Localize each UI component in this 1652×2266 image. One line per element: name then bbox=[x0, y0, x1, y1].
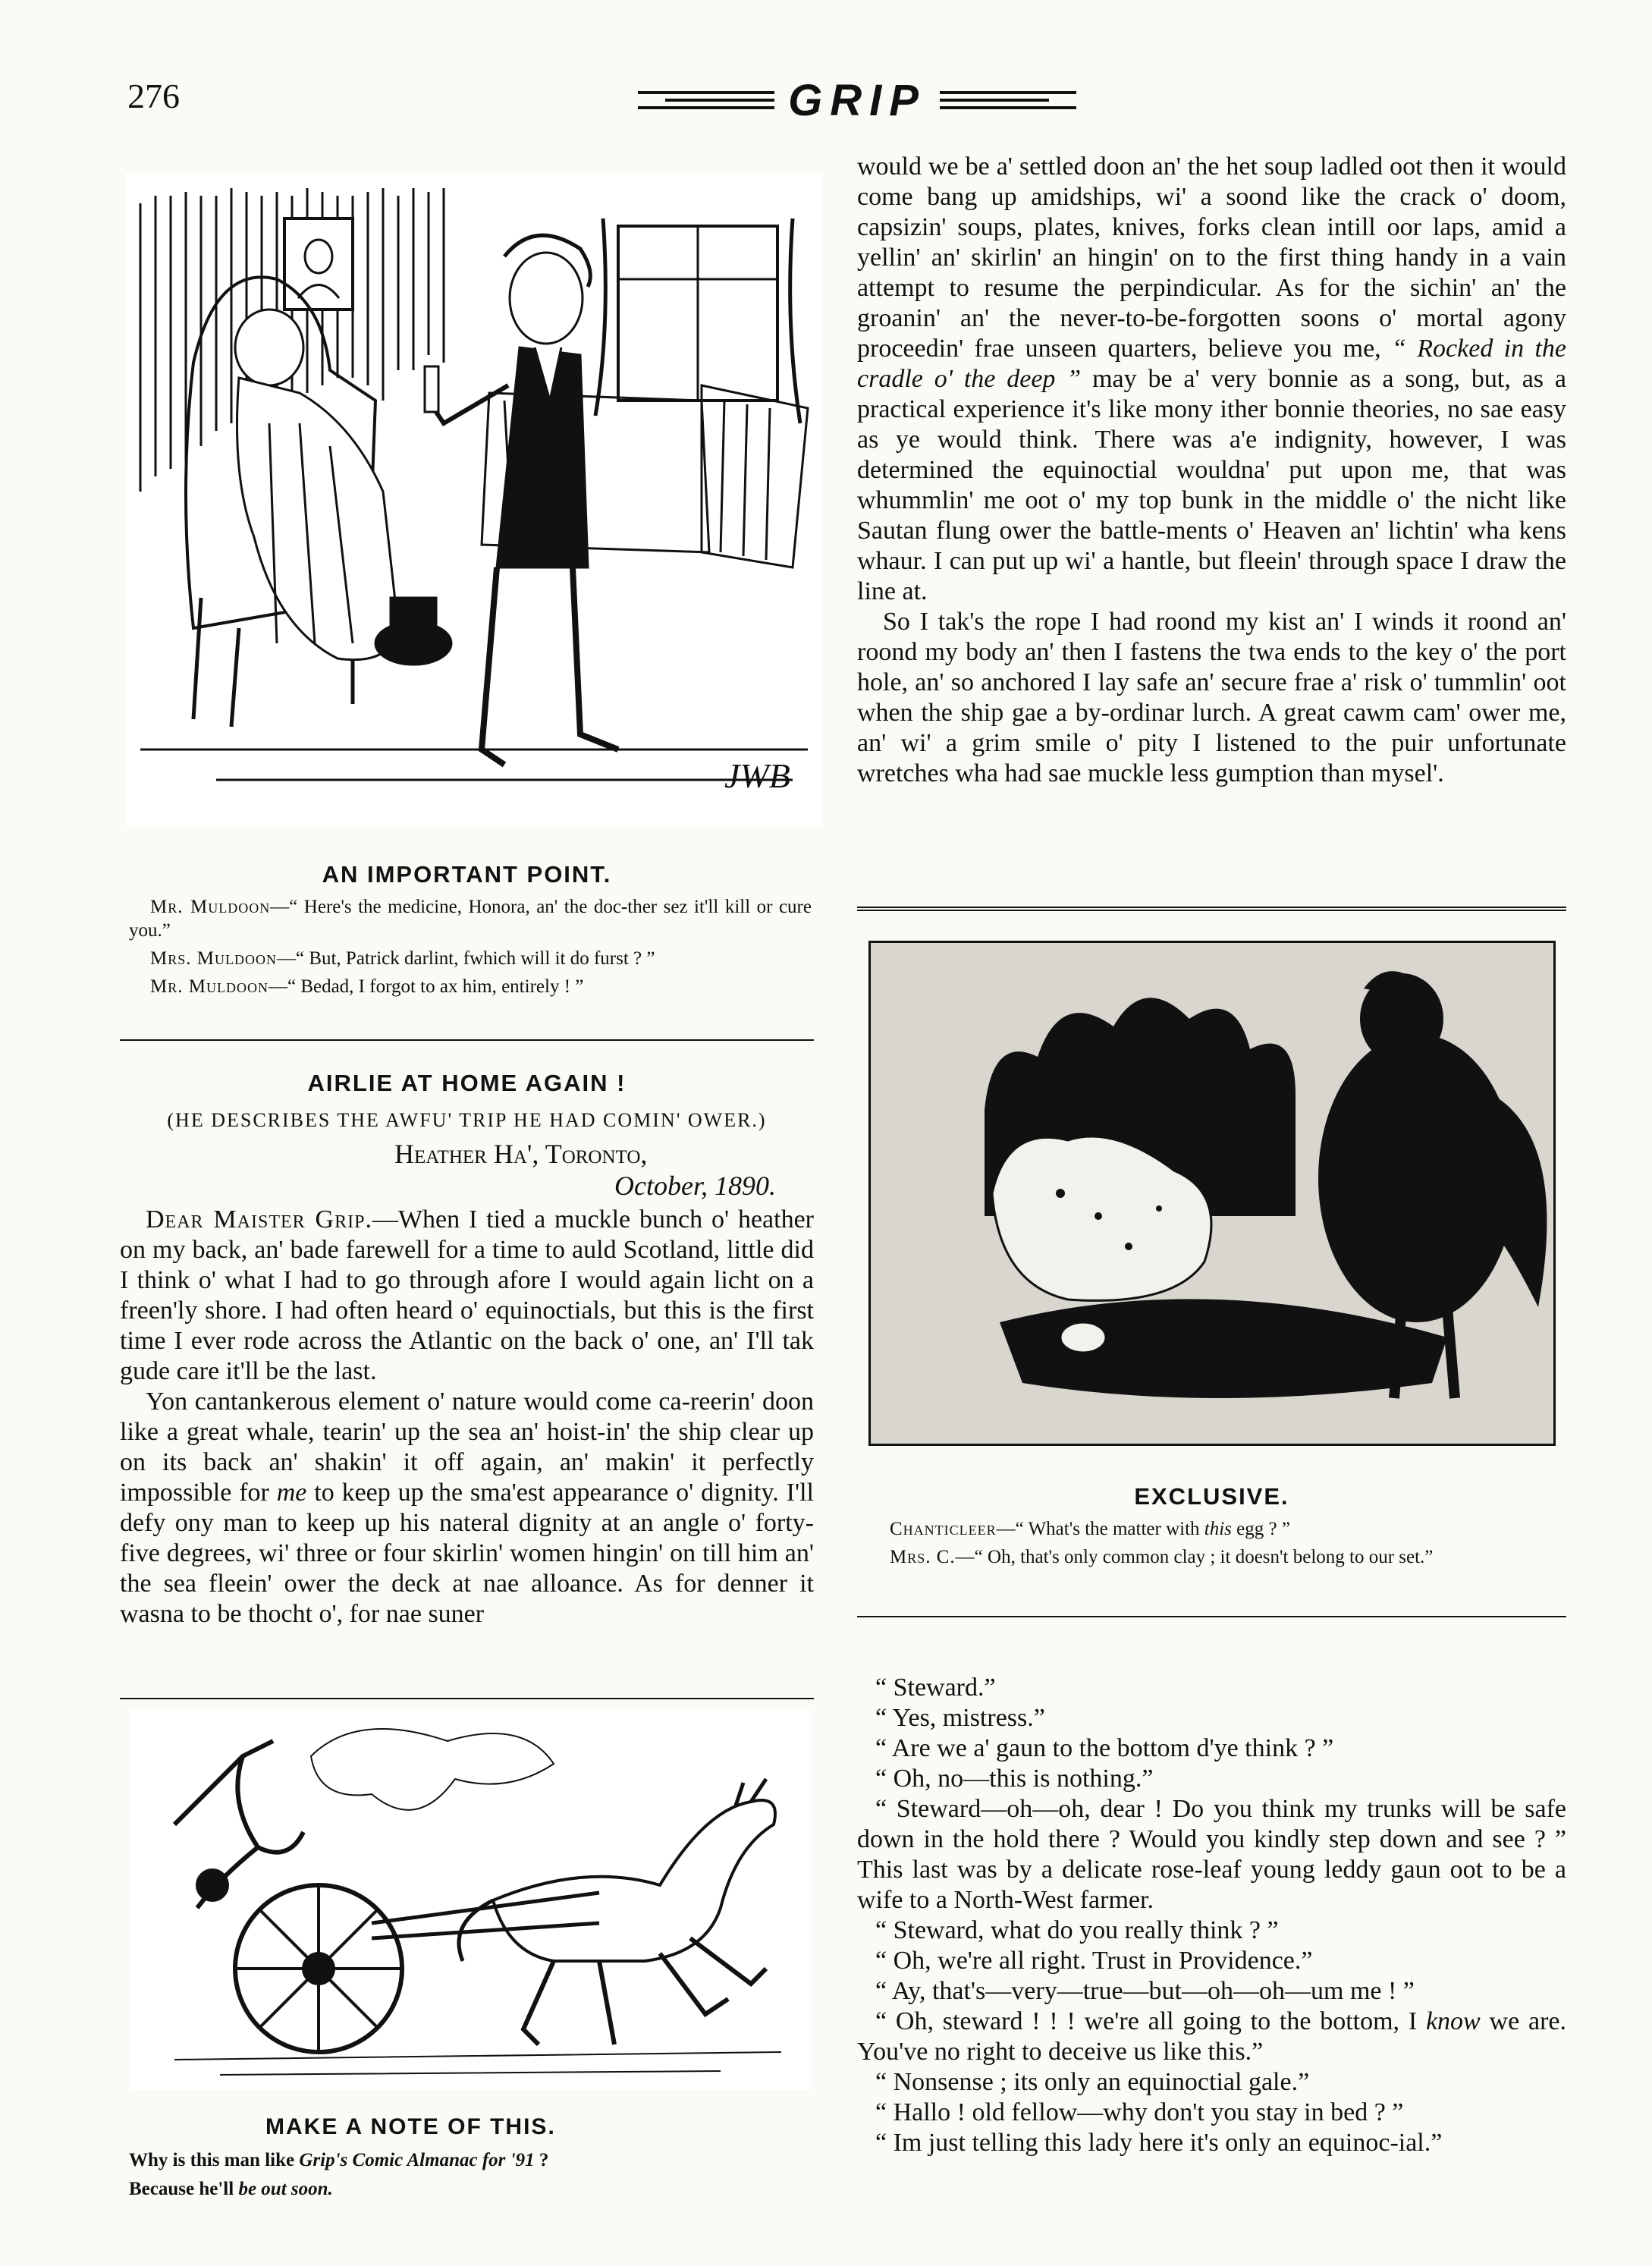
divider-double-rule bbox=[857, 907, 1566, 911]
article-paragraph-3b: may be a' very bonnie as a song, but, as a practical experience it's like mony ither bonnie theories, no sae easy as ye would think. There was a'e indignity, however, I was determined the equinoctial wouldna' put upon me, that was whummlin' me oot o' my top bunk in the middle o' the nicht like Sautan flung ower the battle-ments o' Heaven an' lichtin' wha kens whaur. I can put up wi' a hantle, but fleein' through space I draw the line at. bbox=[857, 365, 1566, 605]
page-number: 276 bbox=[127, 77, 180, 115]
dialogue-line: “ Ay, that's—very—true—but—oh—oh—um me ! ” bbox=[875, 1977, 1415, 2005]
cartoon1-line-1: —“ Here's the medicine, Honora, an' the doc-ther sez it'll kill or cure you.” bbox=[129, 897, 812, 941]
article-paragraph-2b: to keep up the sma'est appearance o' dignity. I'll defy ony man to keep up his nateral dignity at an angle o' forty-five degrees, wi' three or four skirlin' women hingin' on till him an' the sea fleein' ower the deck at nae alloance. As for denner it wasna to be thocht o', for nae suner bbox=[120, 1479, 815, 1628]
cartoon1-line-2: —“ But, Patrick darlint, fwhich will it do furst ? ” bbox=[276, 948, 655, 969]
cartoon-rooster-hen-illustration bbox=[868, 941, 1556, 1446]
dialogue-line: “ Are we a' gaun to the bottom d'ye think ? ” bbox=[875, 1734, 1334, 1762]
cartoon3-title: MAKE A NOTE OF THIS. bbox=[265, 2114, 556, 2139]
dialogue-line: “ Hallo ! old fellow—why don't you stay in bed ? ” bbox=[875, 2098, 1404, 2126]
cartoon2-speaker-2: Mrs. C. bbox=[890, 1547, 956, 1567]
article-title: AIRLIE AT HOME AGAIN ! bbox=[307, 1070, 627, 1096]
dialogue-line: “ Steward.” bbox=[875, 1674, 996, 1702]
cartoon1-caption bbox=[129, 895, 812, 1003]
dialogue-line: “ Steward—oh—oh, dear ! Do you think my trunks will be safe down in the hold there ? Would you kindly step down and see ? ” This last was by a delicate rose-leaf young leddy gaun oot to be a wife to a North-West farmer. bbox=[857, 1795, 1566, 1914]
cartoon1-speaker-2: Mrs. Muldoon bbox=[150, 948, 277, 969]
dialogue-line: “ Oh, we're all right. Trust in Providence.” bbox=[875, 1947, 1313, 1975]
article-paragraph-1: —When I tied a muckle bunch o' heather on my back, an' bade farewell for a time to auld Scotland, little did I think o' what I had to go through afore I would again licht on a freen'ly shore. I had often heard o' equinoctials, but this is the first time I ever rode across the Atlantic on the back o' one, an' I'll tak gude care it'll be the last. bbox=[120, 1205, 815, 1385]
cartoon3-answer-a: Because he'll bbox=[129, 2179, 239, 2199]
dialogue-line-9a: “ Oh, steward ! ! ! we're all going to the bottom, I bbox=[875, 2007, 1426, 2035]
cartoon3-question-a: Why is this man like bbox=[129, 2150, 300, 2170]
dialogue-line: “ Oh, no—this is nothing.” bbox=[875, 1765, 1154, 1793]
cartoon1-speaker-3: Mr. Muldoon bbox=[150, 976, 269, 997]
cartoon3-question-emphasis: Grip's Comic Almanac for '91 bbox=[299, 2150, 535, 2170]
cartoon2-line-1a: —“ What's the matter with bbox=[996, 1519, 1204, 1539]
dialogue-line: “ Steward, what do you really think ? ” bbox=[875, 1916, 1279, 1944]
divider-rule bbox=[120, 1039, 814, 1041]
divider-rule bbox=[120, 1698, 814, 1699]
article-paragraph-3-emphasis: “ Rocked in the cradle o' the deep ” bbox=[857, 335, 1566, 393]
cartoon-sickroom-illustration bbox=[125, 173, 823, 825]
dialogue-line-9b: we are. You've no right to deceive us like this.” bbox=[857, 2007, 1566, 2066]
article-salutation: Dear Maister Grip. bbox=[146, 1205, 372, 1234]
dialogue-line: “ Im just telling this lady here it's only an equinoc-ial.” bbox=[875, 2129, 1443, 2157]
cartoon2-title: EXCLUSIVE. bbox=[1134, 1483, 1289, 1510]
article-paragraph-3a: would we be a' settled doon an' the het soup ladled oot then it would come bang up amidships, wi' a soond like the crack o' doom, capsizin' soups, plates, knives, forks clean intill oor laps, amid a yellin' an' skirlin' an hingin' on to the first thing handy in a vain attempt to resume the perpindicular. As for the sichin' an' the groanin' an' the never-to-be-forgotten soons o' mortal agony proceedin' frae unseen quarters, believe you me, bbox=[857, 152, 1566, 363]
cartoon1-speaker-1: Mr. Muldoon bbox=[150, 897, 271, 917]
dialogue-line: “ Yes, mistress.” bbox=[875, 1704, 1045, 1732]
dialogue-line: “ Nonsense ; its only an equinoctial gale.” bbox=[875, 2068, 1310, 2096]
cartoon2-line-1b: egg ? ” bbox=[1231, 1519, 1290, 1539]
cartoon1-signature: JWB bbox=[724, 756, 790, 795]
cartoon3-question-b: ? bbox=[534, 2150, 549, 2170]
article-dateline: Heather Ha', Toronto, bbox=[394, 1139, 648, 1169]
dialogue-line-9-emphasis: know bbox=[1425, 2007, 1481, 2035]
article-paragraph-4: So I tak's the rope I had roond my kist an' I winds it roond an' roond my body an' then I fastens the twa ends to the key o' the port hole, an' so anchored I lay safe an' secure frae a' risk o' tummlin' oot when the ship gae a by-ordinar lurch. A great cawm cam' ower me, an' wi' a grim smile o' pity I listened to the puir unfortunate wretches wha had sae muckle less gumption than mysel'. bbox=[857, 608, 1566, 787]
cartoon1-title: AN IMPORTANT POINT. bbox=[322, 861, 612, 888]
divider-rule bbox=[857, 1616, 1566, 1617]
masthead-right-rule bbox=[940, 91, 1076, 109]
cartoon2-line-1-emphasis: this bbox=[1204, 1519, 1232, 1539]
masthead bbox=[607, 70, 1107, 130]
steward-dialogue bbox=[857, 1673, 1566, 2158]
article-paragraph-2a: Yon cantankerous element o' nature would come ca-reerin' doon like a great whale, tearin' up the sea an' hoist-in' the ship clear up on its back an' shakin' it off again, an' makin' it perfectly impossible for bbox=[120, 1388, 814, 1507]
article-date: October, 1890. bbox=[614, 1171, 776, 1201]
cartoon2-line-2: —“ Oh, that's only common clay ; it doesn't belong to our set.” bbox=[955, 1547, 1434, 1567]
cartoon2-speaker-1: Chanticleer bbox=[890, 1519, 997, 1539]
masthead-title: GRIP bbox=[788, 75, 926, 125]
article-paragraph-2-emphasis: me bbox=[276, 1479, 307, 1507]
cartoon1-line-3: —“ Bedad, I forgot to ax him, entirely ! ” bbox=[268, 976, 584, 997]
article-column-1 bbox=[120, 1205, 814, 1630]
cartoon2-caption bbox=[868, 1517, 1566, 1573]
cartoon3-answer-emphasis: be out soon. bbox=[238, 2179, 333, 2199]
cartoon3-question bbox=[129, 2150, 548, 2171]
article-subtitle: (HE DESCRIBES THE AWFU' TRIP HE HAD COMIN' OWER.) bbox=[167, 1109, 767, 1131]
cartoon3-answer bbox=[129, 2179, 333, 2200]
dialogue-line bbox=[857, 2007, 1566, 2067]
article-column-2 bbox=[857, 152, 1566, 789]
cartoon-runaway-horse-illustration bbox=[129, 1711, 812, 2090]
masthead-left-rule bbox=[638, 91, 774, 109]
